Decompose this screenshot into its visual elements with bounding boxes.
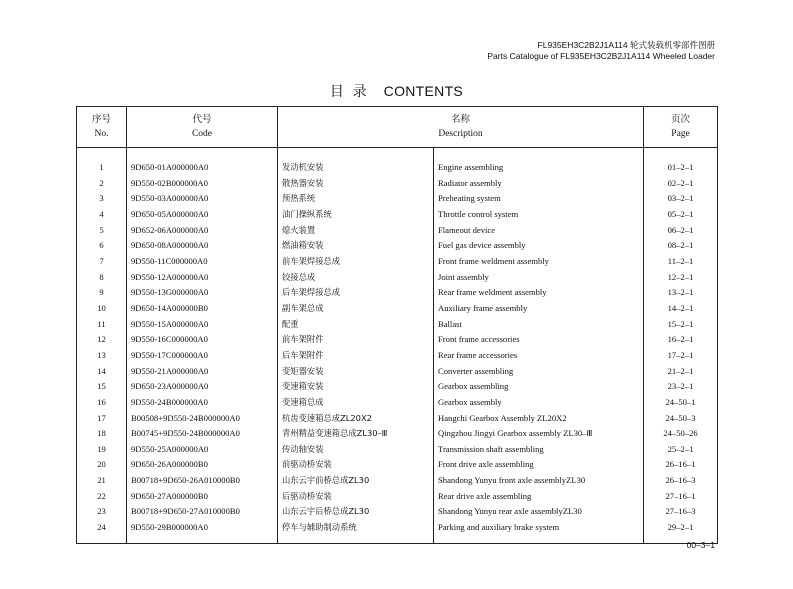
page-number: 00–3–1 xyxy=(686,540,715,550)
row-name-cn: 前车架附件 xyxy=(278,332,434,348)
table-row xyxy=(77,317,718,333)
row-number: 13 xyxy=(77,348,127,364)
header-no-cn: 序号 xyxy=(91,115,111,125)
row-page: 14–2–1 xyxy=(644,301,718,317)
row-page: 06–2–1 xyxy=(644,223,718,239)
table-row xyxy=(77,520,718,536)
catalogue-title-cn: FL935EH3C2B2J1A114 轮式装载机零部件图册 xyxy=(537,40,715,50)
row-number: 20 xyxy=(77,457,127,473)
row-name-cn: 前驱动桥安装 xyxy=(278,457,434,473)
row-name-cn: 山东云宇后桥总成ZL30 xyxy=(278,504,434,520)
table-row xyxy=(77,160,718,176)
row-name-cn: 后车架附件 xyxy=(278,348,434,364)
row-number: 16 xyxy=(77,395,127,411)
table-header-row xyxy=(77,107,718,148)
header-desc-en: Description xyxy=(438,129,483,139)
row-name-en: Shandong Yunyu rear axle assemblyZL30 xyxy=(434,504,644,520)
row-number: 3 xyxy=(77,191,127,207)
row-name-en: Engine assembling xyxy=(434,160,644,176)
row-name-en: Rear drive axle assembling xyxy=(434,489,644,505)
row-code: B00508+9D550-24B000000A0 xyxy=(127,411,278,427)
row-name-cn: 前车架焊接总成 xyxy=(278,254,434,270)
table-row xyxy=(77,238,718,254)
row-name-en: Ballast xyxy=(434,317,644,333)
row-page: 12–2–1 xyxy=(644,270,718,286)
row-page: 02–2–1 xyxy=(644,176,718,192)
row-name-en: Shandong Yunyu front axle assemblyZL30 xyxy=(434,473,644,489)
row-name-cn: 副车架总成 xyxy=(278,301,434,317)
header-code-en: Code xyxy=(191,129,213,139)
header-code xyxy=(127,107,278,148)
table-row xyxy=(77,379,718,395)
row-name-cn: 熄火装置 xyxy=(278,223,434,239)
contents-heading: 目 录 CONTENTS xyxy=(329,83,464,99)
row-name-en: Transmission shaft assembling xyxy=(434,442,644,458)
row-name-en: Front frame accessories xyxy=(434,332,644,348)
row-code: B00718+9D650-26A010000B0 xyxy=(127,473,278,489)
row-name-en: Joint assembly xyxy=(434,270,644,286)
row-name-cn: 发动机安装 xyxy=(278,160,434,176)
row-name-en: Radiator assembly xyxy=(434,176,644,192)
row-page: 21–2–1 xyxy=(644,364,718,380)
table-row xyxy=(77,395,718,411)
row-code: 9D652-06A000000A0 xyxy=(127,223,278,239)
row-page: 25–2–1 xyxy=(644,442,718,458)
row-name-en: Front drive axle assembling xyxy=(434,457,644,473)
row-page: 24–50–1 xyxy=(644,395,718,411)
row-name-en: Parking and auxiliary brake system xyxy=(434,520,644,536)
row-code: 9D550-03A000000A0 xyxy=(127,191,278,207)
row-number: 22 xyxy=(77,489,127,505)
table-row xyxy=(77,504,718,520)
row-code: 9D550-29B000000A0 xyxy=(127,520,278,536)
row-number: 15 xyxy=(77,379,127,395)
row-number: 11 xyxy=(77,317,127,333)
row-code: 9D650-26A000000B0 xyxy=(127,457,278,473)
header-no xyxy=(77,107,127,148)
row-name-cn: 散热器安装 xyxy=(278,176,434,192)
row-code: 9D550-02B000000A0 xyxy=(127,176,278,192)
row-name-cn: 停车与辅助制动系统 xyxy=(278,520,434,536)
row-number: 14 xyxy=(77,364,127,380)
row-name-en: Front frame weldment assembly xyxy=(434,254,644,270)
row-page: 27–16–1 xyxy=(644,489,718,505)
table-row xyxy=(77,191,718,207)
row-code: 9D650-27A000000B0 xyxy=(127,489,278,505)
row-page: 24–50–26 xyxy=(644,426,718,442)
row-page: 17–2–1 xyxy=(644,348,718,364)
row-name-cn: 杭齿变速箱总成ZL20X2 xyxy=(278,411,434,427)
table-row xyxy=(77,442,718,458)
row-page: 23–2–1 xyxy=(644,379,718,395)
table-row xyxy=(77,270,718,286)
row-number: 24 xyxy=(77,520,127,536)
row-code: 9D550-15A000000A0 xyxy=(127,317,278,333)
header-page-cn: 页次 xyxy=(671,115,691,125)
table-row xyxy=(77,473,718,489)
row-page: 01–2–1 xyxy=(644,160,718,176)
table-row xyxy=(77,426,718,442)
row-number: 23 xyxy=(77,504,127,520)
row-code: 9D650-01A000000A0 xyxy=(127,160,278,176)
table-row xyxy=(77,285,718,301)
row-code: 9D650-05A000000A0 xyxy=(127,207,278,223)
row-code: 9D550-13G000000A0 xyxy=(127,285,278,301)
row-name-en: Rear frame accessories xyxy=(434,348,644,364)
row-code: 9D550-21A000000A0 xyxy=(127,364,278,380)
row-page: 05–2–1 xyxy=(644,207,718,223)
row-page: 11–2–1 xyxy=(644,254,718,270)
row-name-en: Rear frame weldment assembly xyxy=(434,285,644,301)
row-name-cn: 燃油箱安装 xyxy=(278,238,434,254)
row-code: 9D550-24B000000A0 xyxy=(127,395,278,411)
row-name-en: Gearbox assembly xyxy=(434,395,644,411)
contents-table xyxy=(76,106,718,544)
row-name-en: Auxiliary frame assembly xyxy=(434,301,644,317)
row-page: 15–2–1 xyxy=(644,317,718,333)
row-number: 2 xyxy=(77,176,127,192)
row-code: 9D550-16C000000A0 xyxy=(127,332,278,348)
row-number: 8 xyxy=(77,270,127,286)
row-page: 24–50–3 xyxy=(644,411,718,427)
row-name-cn: 铰接总成 xyxy=(278,270,434,286)
table-row xyxy=(77,411,718,427)
table-row xyxy=(77,457,718,473)
row-code: 9D550-12A000000A0 xyxy=(127,270,278,286)
row-page: 26–16–3 xyxy=(644,473,718,489)
row-name-en: Flameout device xyxy=(434,223,644,239)
row-code: 9D550-25A000000A0 xyxy=(127,442,278,458)
row-name-cn: 后驱动桥安装 xyxy=(278,489,434,505)
row-number: 4 xyxy=(77,207,127,223)
row-name-cn: 传动轴安装 xyxy=(278,442,434,458)
row-code: 9D550-17C000000A0 xyxy=(127,348,278,364)
header-no-en: No. xyxy=(94,129,109,139)
row-code: 9D650-14A000000B0 xyxy=(127,301,278,317)
row-name-en: Gearbox assembling xyxy=(434,379,644,395)
table-row xyxy=(77,364,718,380)
table-row xyxy=(77,332,718,348)
table-row xyxy=(77,348,718,364)
row-number: 10 xyxy=(77,301,127,317)
row-code: 9D550-11C000000A0 xyxy=(127,254,278,270)
header-code-cn: 代号 xyxy=(192,115,212,125)
row-name-en: Converter assembling xyxy=(434,364,644,380)
header-page xyxy=(644,107,718,148)
row-page: 29–2–1 xyxy=(644,520,718,536)
row-page: 26–16–1 xyxy=(644,457,718,473)
row-name-cn: 山东云宇前桥总成ZL30 xyxy=(278,473,434,489)
table-row xyxy=(77,223,718,239)
row-page: 08–2–1 xyxy=(644,238,718,254)
row-name-cn: 变速箱总成 xyxy=(278,395,434,411)
row-page: 13–2–1 xyxy=(644,285,718,301)
row-page: 27–16–3 xyxy=(644,504,718,520)
row-name-cn: 预热系统 xyxy=(278,191,434,207)
row-name-cn: 变矩器安装 xyxy=(278,364,434,380)
row-number: 21 xyxy=(77,473,127,489)
row-page: 16–2–1 xyxy=(644,332,718,348)
row-name-cn: 变速箱安装 xyxy=(278,379,434,395)
row-name-en: Hangchi Gearbox Assembly ZL20X2 xyxy=(434,411,644,427)
table-row xyxy=(77,176,718,192)
row-number: 1 xyxy=(77,160,127,176)
row-number: 5 xyxy=(77,223,127,239)
row-name-en: Fuel gas device assembly xyxy=(434,238,644,254)
row-number: 12 xyxy=(77,332,127,348)
row-page: 03–2–1 xyxy=(644,191,718,207)
row-name-en: Qingzhou Jingyi Gearbox assembly ZL30–Ⅲ xyxy=(434,426,644,442)
row-name-en: Preheating system xyxy=(434,191,644,207)
row-code: B00718+9D650-27A010000B0 xyxy=(127,504,278,520)
row-name-cn: 油门操纵系统 xyxy=(278,207,434,223)
row-number: 7 xyxy=(77,254,127,270)
header-desc-cn: 名称 xyxy=(451,115,471,125)
row-number: 6 xyxy=(77,238,127,254)
row-number: 18 xyxy=(77,426,127,442)
row-code: B00745+9D550-24B000000A0 xyxy=(127,426,278,442)
row-code: 9D650-23A000000A0 xyxy=(127,379,278,395)
row-name-cn: 后车架焊接总成 xyxy=(278,285,434,301)
header-description xyxy=(278,107,644,148)
spacer-row xyxy=(77,148,718,161)
row-name-en: Throttle control system xyxy=(434,207,644,223)
catalogue-title-en: Parts Catalogue of FL935EH3C2B2J1A114 Wheeled Loader xyxy=(487,51,715,61)
table-row xyxy=(77,301,718,317)
row-name-cn: 青州精益变速箱总成ZL30–Ⅲ xyxy=(278,426,434,442)
table-row xyxy=(77,207,718,223)
row-number: 19 xyxy=(77,442,127,458)
row-name-cn: 配重 xyxy=(278,317,434,333)
row-code: 9D650-08A000000A0 xyxy=(127,238,278,254)
table-bottom-row xyxy=(77,536,718,544)
header-page-en: Page xyxy=(671,129,690,139)
table-row xyxy=(77,254,718,270)
table-body xyxy=(77,148,718,544)
row-number: 17 xyxy=(77,411,127,427)
table-row xyxy=(77,489,718,505)
row-number: 9 xyxy=(77,285,127,301)
